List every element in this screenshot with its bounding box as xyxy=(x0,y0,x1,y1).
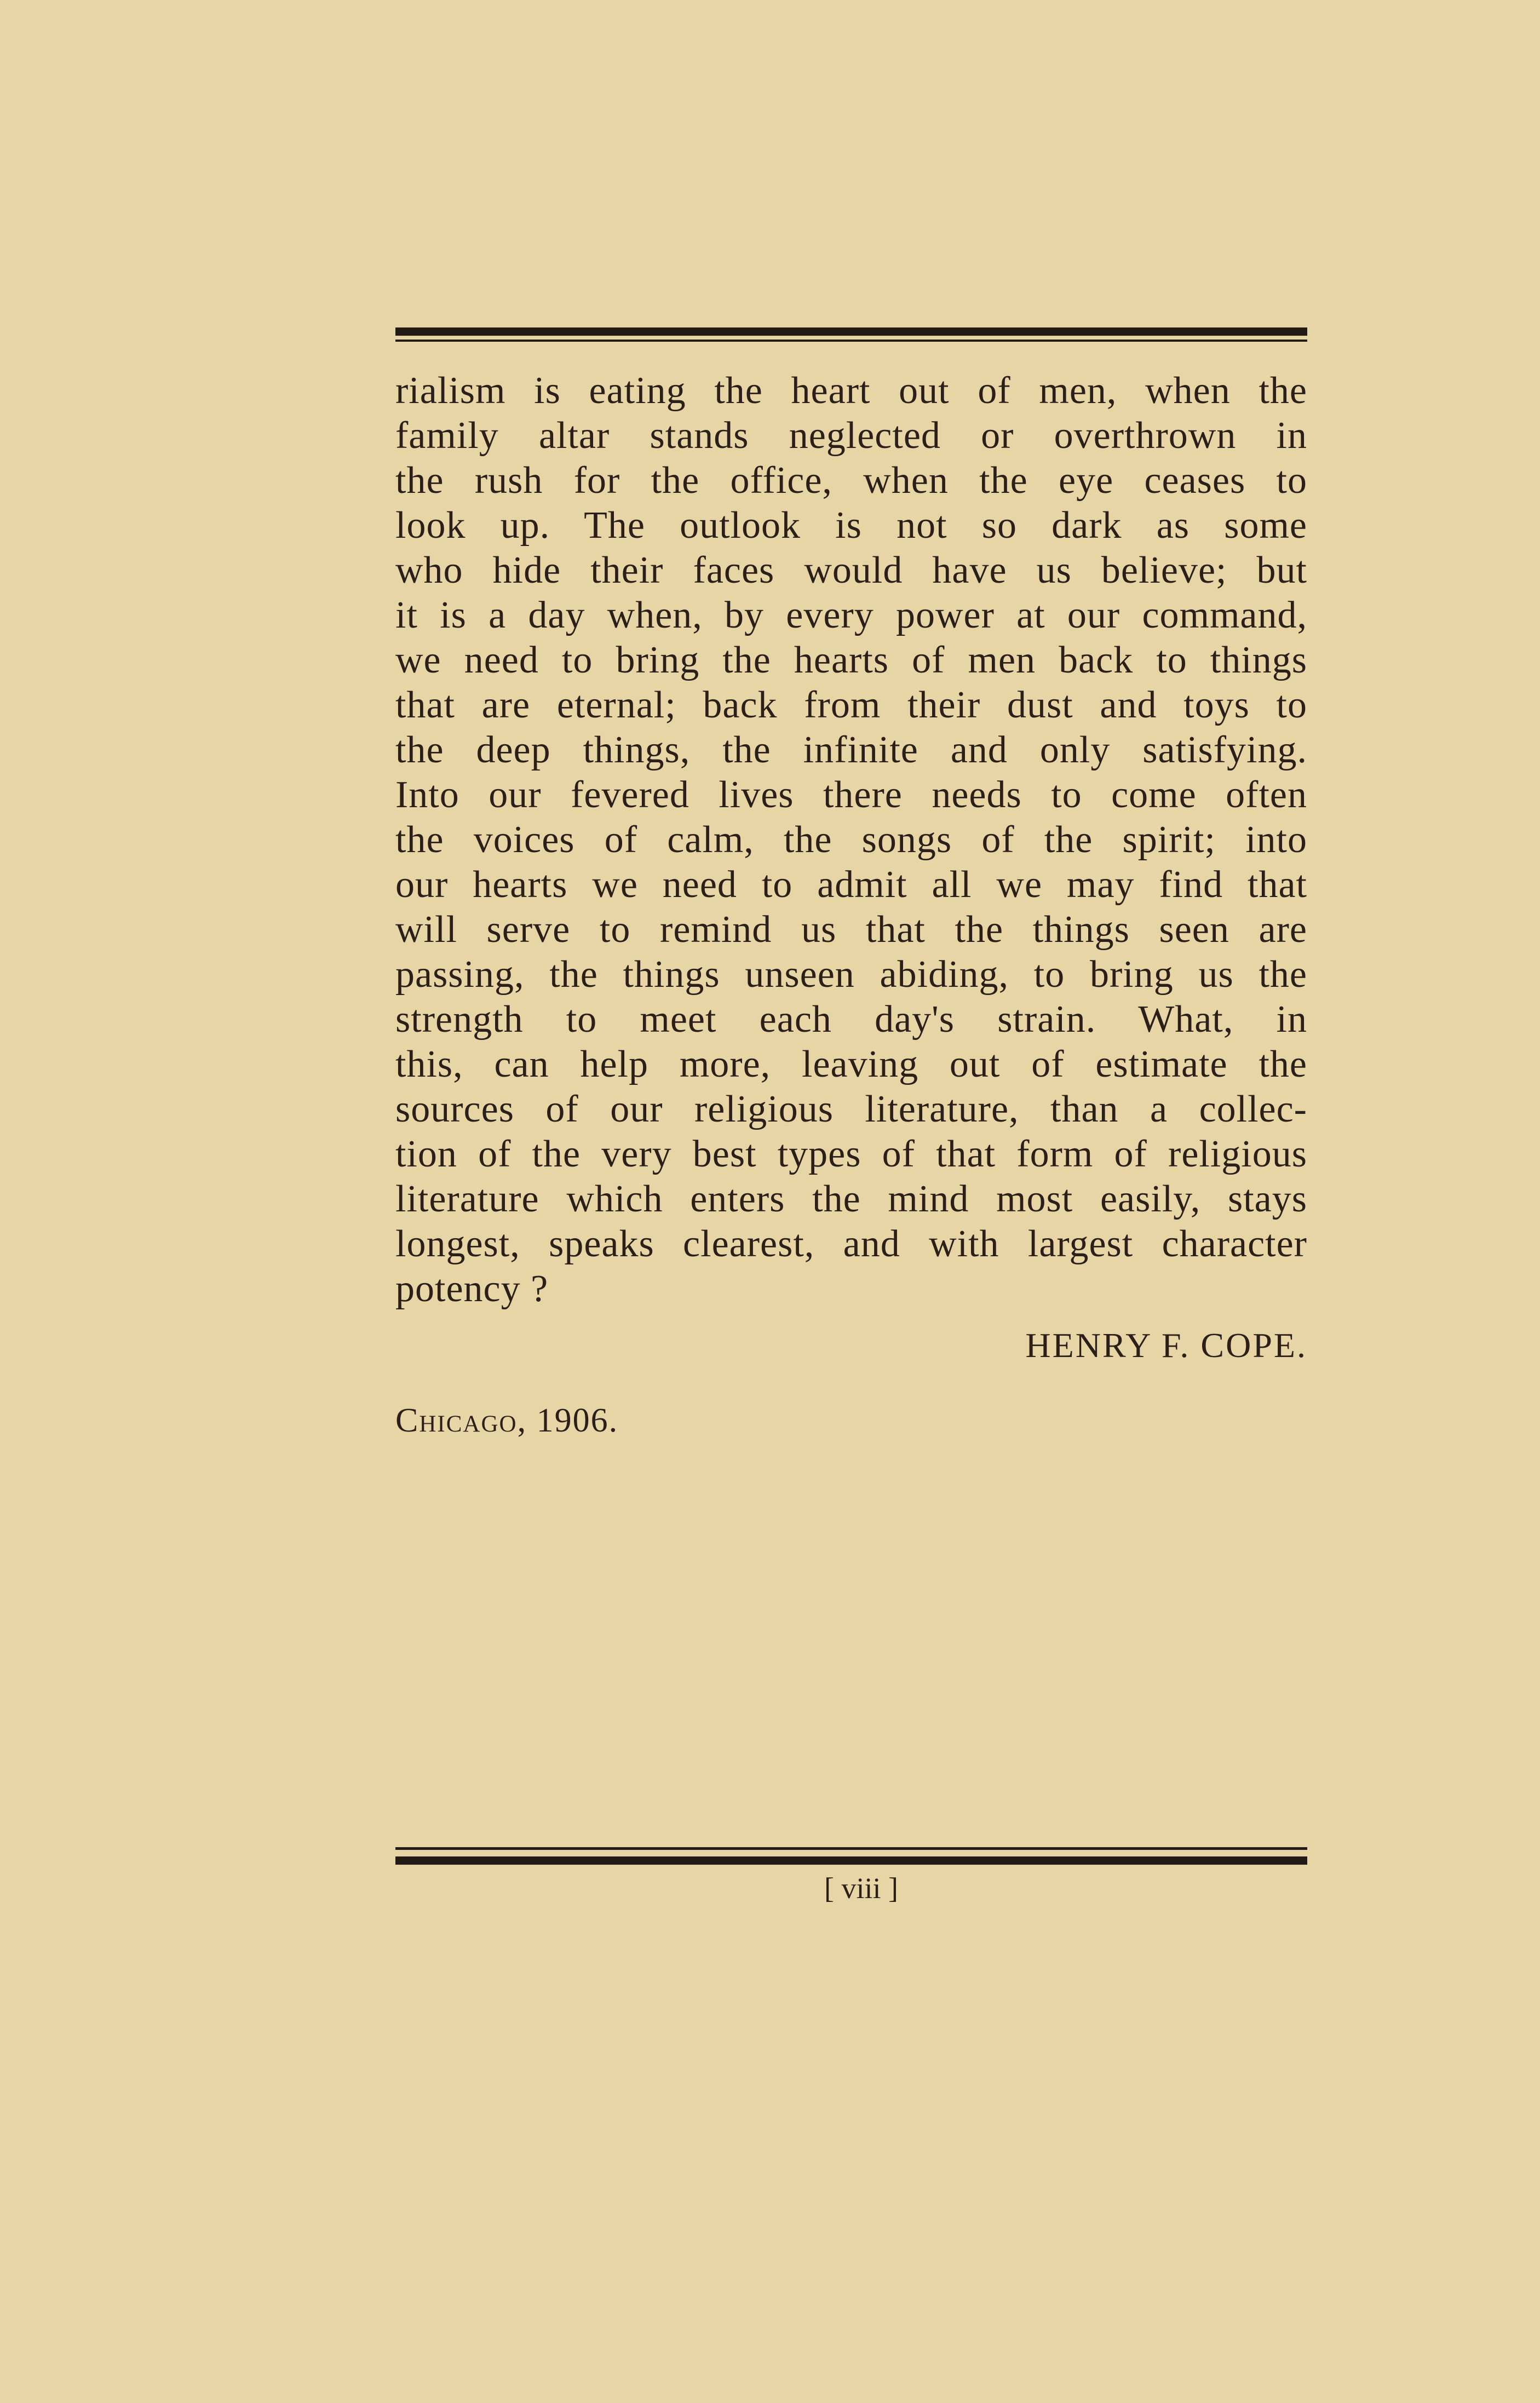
text-line: who hide their faces would have us believe; but xyxy=(395,549,1307,591)
text-line: strength to meet each day's strain. What, in xyxy=(395,998,1307,1040)
text-line: literature which enters the mind most easily, stays xyxy=(395,1178,1307,1220)
bottom-rule-thick xyxy=(395,1856,1307,1865)
signature: HENRY F. COPE. xyxy=(1025,1326,1307,1365)
text-line: potency ? xyxy=(395,1268,549,1310)
text-line: the deep things, the infinite and only satisfying. xyxy=(395,729,1307,771)
text-line: tion of the very best types of that form of religious xyxy=(395,1133,1307,1175)
text-line: we need to bring the hearts of men back to things xyxy=(395,639,1307,681)
text-line: the voices of calm, the songs of the spirit; into xyxy=(395,819,1307,861)
page-number: [ viii ] xyxy=(824,1872,898,1905)
text-line: longest, speaks clearest, and with largest character xyxy=(395,1223,1307,1265)
text-line: Into our fevered lives there needs to come often xyxy=(395,774,1307,816)
text-line: sources of our religious literature, than a collec- xyxy=(395,1088,1307,1130)
text-line: look up. The outlook is not so dark as some xyxy=(395,504,1307,547)
top-rule-thin xyxy=(395,340,1307,342)
text-line: will serve to remind us that the things seen are xyxy=(395,909,1307,951)
top-rule-thick xyxy=(395,327,1307,336)
text-line: the rush for the office, when the eye ceases to xyxy=(395,459,1307,502)
text-line: our hearts we need to admit all we may find that xyxy=(395,864,1307,906)
place-date: Chicago, 1906. xyxy=(395,1402,619,1439)
text-line: this, can help more, leaving out of estimate the xyxy=(395,1043,1307,1085)
text-line: that are eternal; back from their dust and toys to xyxy=(395,684,1307,726)
bottom-rule-thin xyxy=(395,1847,1307,1850)
body-text xyxy=(395,369,1307,1312)
text-line: it is a day when, by every power at our command, xyxy=(395,594,1307,636)
text-line: rialism is eating the heart out of men, when the xyxy=(395,370,1307,412)
text-line: family altar stands neglected or overthrown in xyxy=(395,415,1307,457)
text-line: passing, the things unseen abiding, to bring us the xyxy=(395,953,1307,996)
